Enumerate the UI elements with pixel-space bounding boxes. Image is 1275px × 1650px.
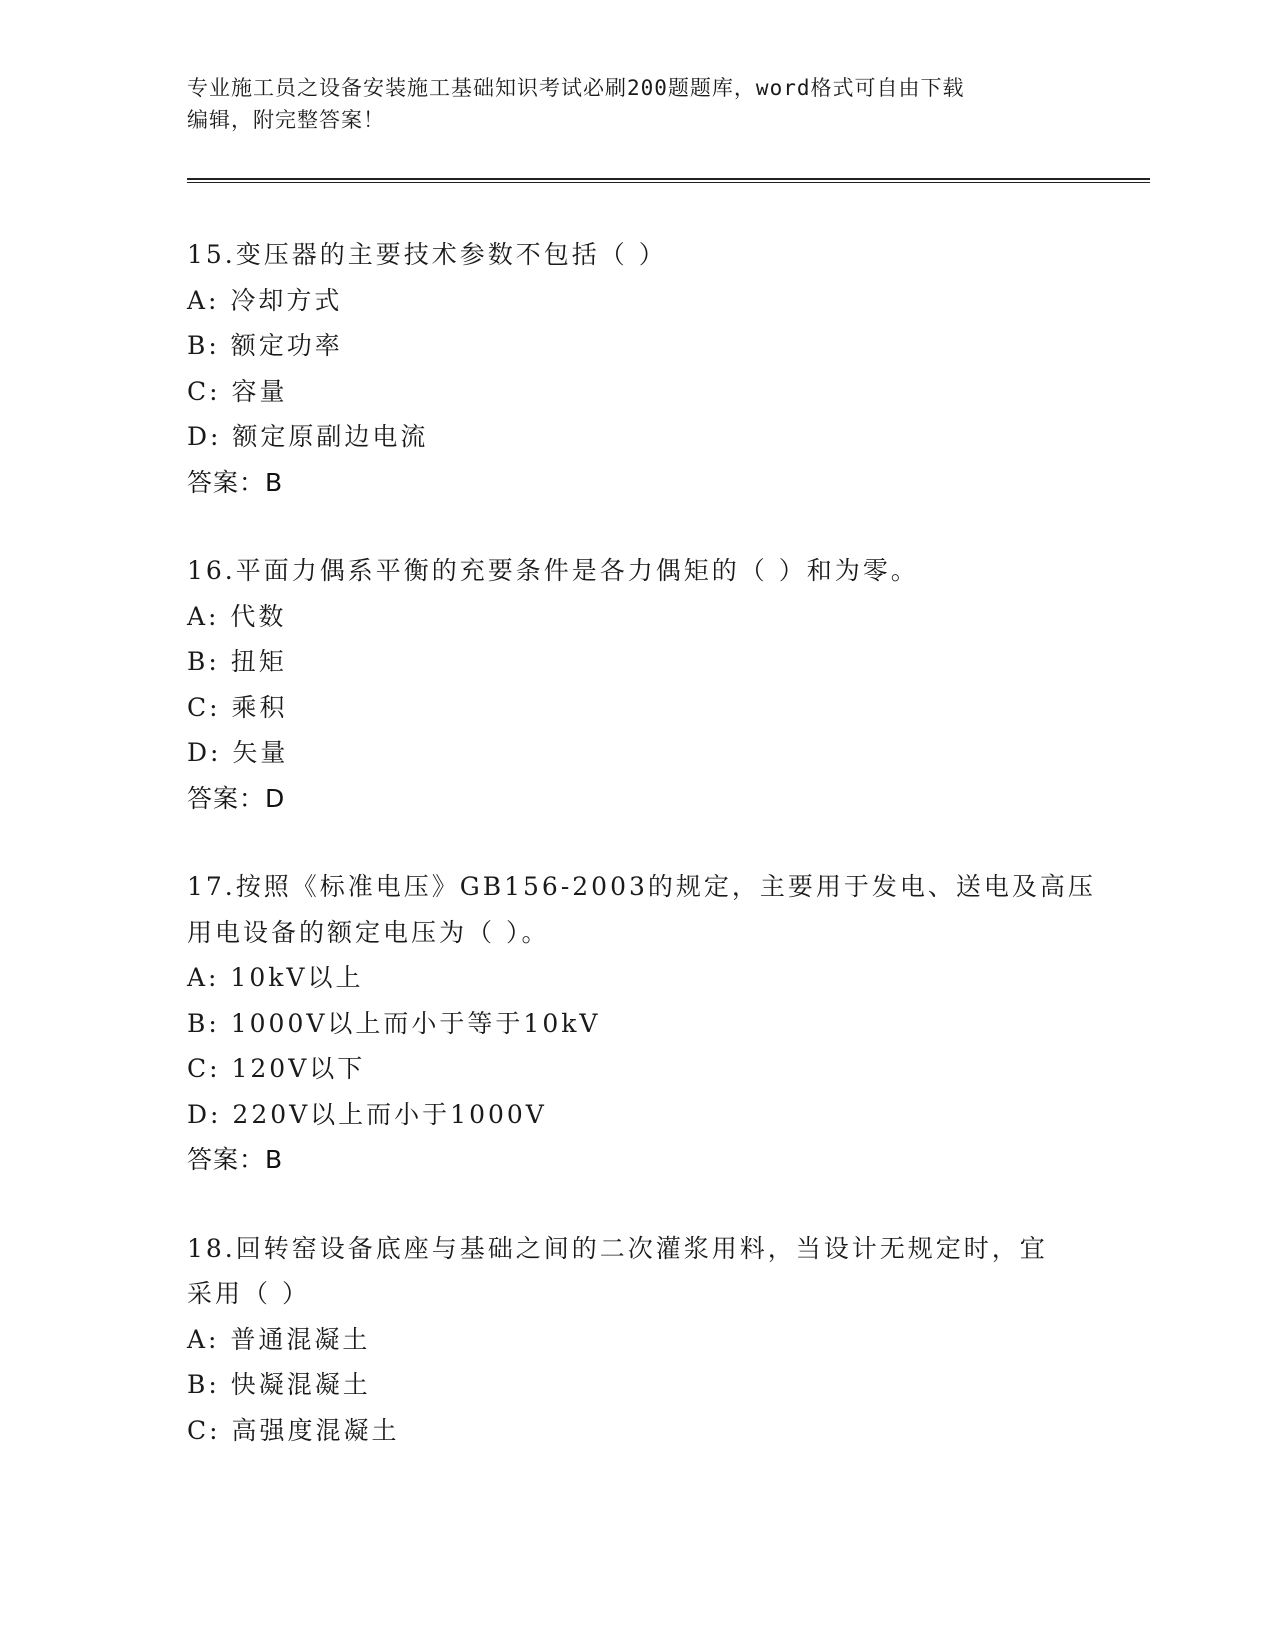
header-divider-thick: [187, 178, 1150, 180]
question-list: [187, 232, 1096, 1496]
document-header: [187, 72, 1087, 136]
option-a: A: 10kV以上: [187, 963, 364, 992]
answer-line: 答案：B: [187, 1145, 284, 1174]
option-b: B: 1000V以上而小于等于10kV: [187, 1008, 601, 1038]
option-c: C: 高强度混凝土: [187, 1415, 400, 1445]
question-stem-line-1: 18.回转窑设备底座与基础之间的二次灌浆用料，当设计无规定时，宜: [187, 1233, 1048, 1263]
question-stem-line-2: 采用（ ）: [187, 1279, 310, 1308]
question-16: [187, 548, 1087, 821]
option-a: A: 代数: [187, 601, 287, 631]
header-line-1: 专业施工员之设备安装施工基础知识考试必刷200题题库，word格式可自由下载: [187, 76, 965, 100]
option-d: D: 矢量: [187, 738, 289, 767]
question-stem-line-2: 用电设备的额定电压为（ ）。: [187, 917, 550, 947]
option-a: A: 冷却方式: [187, 285, 343, 315]
header-divider-thin: [187, 182, 1150, 183]
option-b: B: 快凝混凝土: [187, 1370, 371, 1399]
question-15: [187, 232, 1087, 505]
option-c: C: 容量: [187, 376, 288, 406]
answer-line: 答案：B: [187, 467, 284, 497]
option-b: B: 扭矩: [187, 647, 287, 676]
option-b: B: 额定功率: [187, 331, 343, 360]
option-a: A: 普通混凝土: [187, 1324, 371, 1354]
question-17: [187, 864, 1096, 1183]
question-stem: 15.变压器的主要技术参数不包括（ ）: [187, 240, 667, 269]
option-d: D: 220V以上而小于1000V: [187, 1099, 547, 1129]
option-c: C: 120V以下: [187, 1054, 366, 1083]
answer-line: 答案：D: [187, 783, 286, 813]
option-c: C: 乘积: [187, 692, 288, 722]
question-18: [187, 1226, 1087, 1454]
header-line-2: 编辑，附完整答案！: [187, 108, 385, 132]
question-stem-line-1: 17.按照《标准电压》GB156-2003的规定，主要用于发电、送电及高压: [187, 872, 1096, 901]
question-stem: 16.平面力偶系平衡的充要条件是各力偶矩的（ ）和为零。: [187, 556, 919, 585]
option-d: D: 额定原副边电流: [187, 422, 429, 451]
